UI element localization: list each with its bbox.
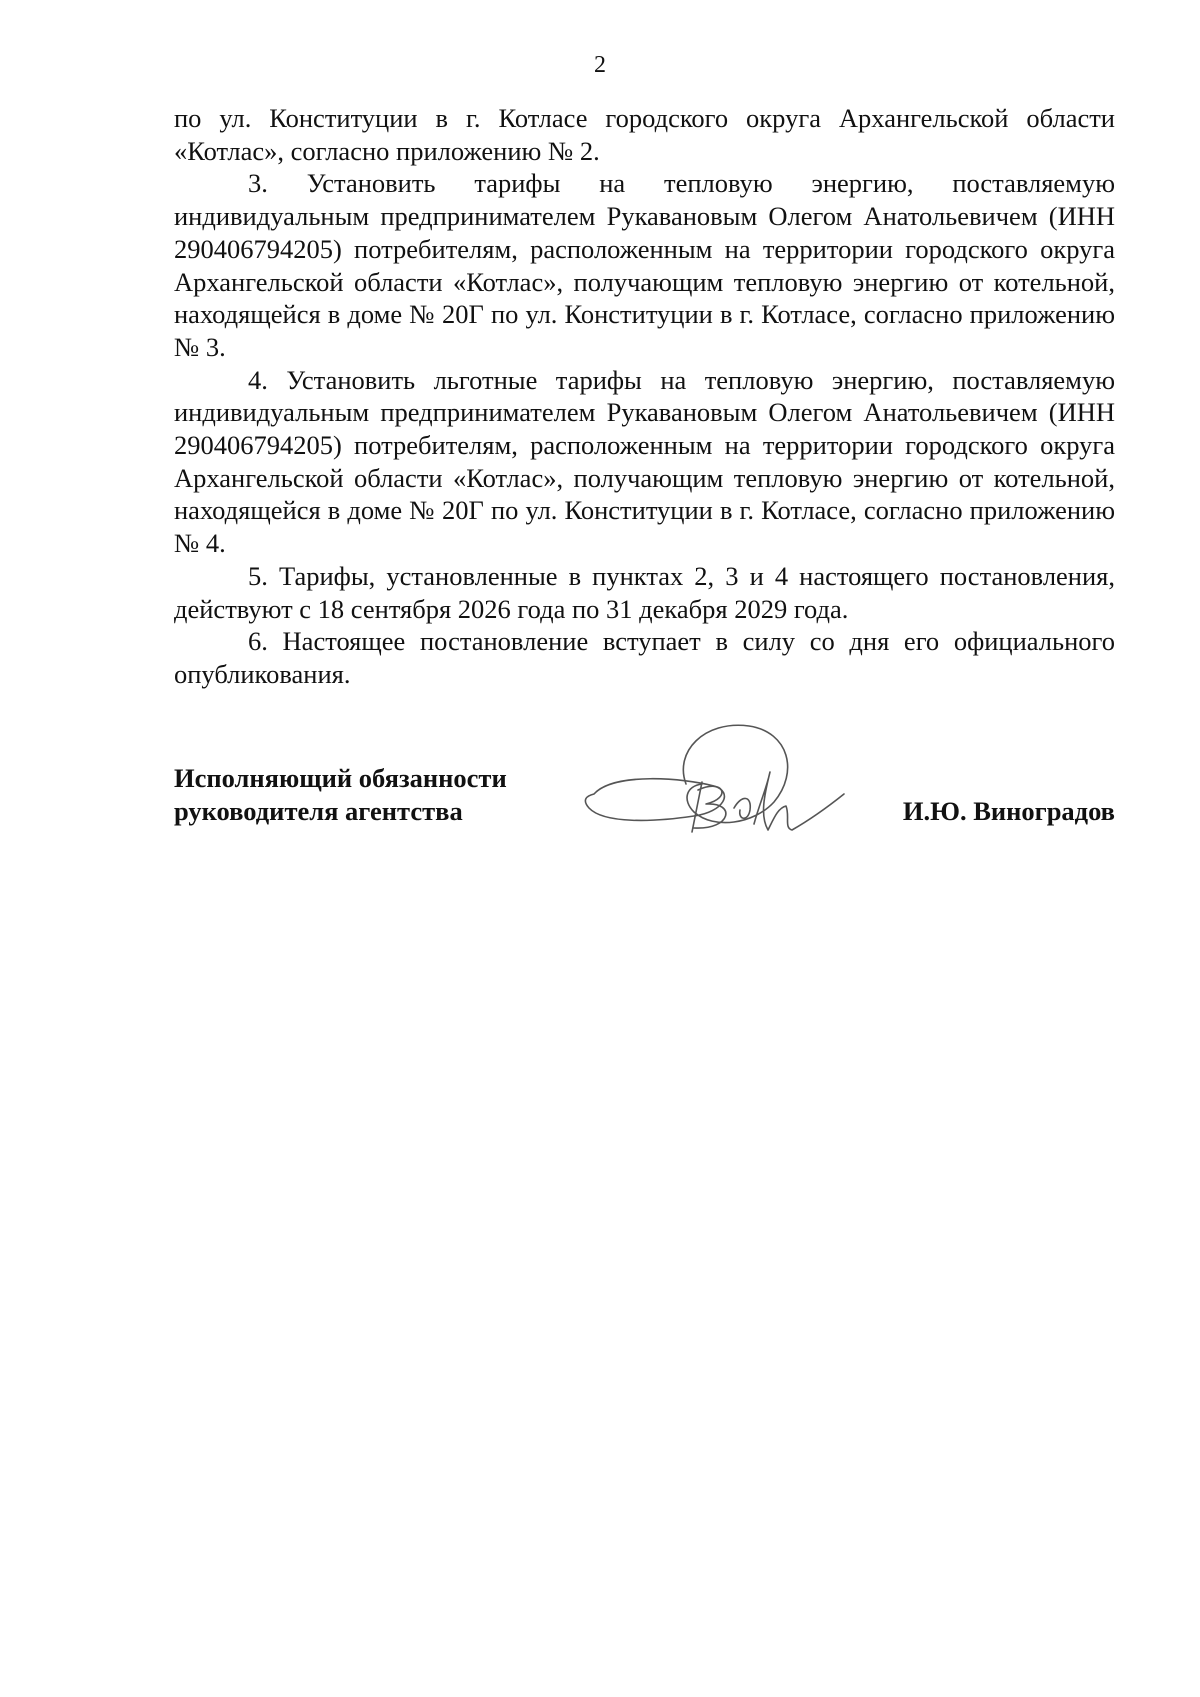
paragraph-item-4: 4. Установить льготные тарифы на тепловую энергию, поставляемую индивидуальным предпринимателем Рукавановым Олегом Анатольевичем (ИНН 290406794205) потребителям, расположенным на территории городского округа Архангельской области «Котлас», получающим тепловую энергию от котельной, находящейся в доме № 20Г по ул. Конституции в г. Котласе, согласно приложению № 4. <box>174 364 1115 559</box>
paragraph-item-6: 6. Настоящее постановление вступает в силу со дня его официального опубликования. <box>174 626 1115 689</box>
signatory-title-line-2: руководителя агентства <box>174 796 463 826</box>
signatory-title <box>174 762 507 828</box>
paragraph-item-5: 5. Тарифы, установленные в пунктах 2, 3 и 4 настоящего постановления, действуют с 18 сентября 2026 года по 31 декабря 2029 года. <box>174 560 1115 624</box>
signatory-name: И.Ю. Виноградов <box>902 796 1115 826</box>
page-number: 2 <box>594 52 606 78</box>
paragraph-continuation: по ул. Конституции в г. Котласе городского округа Архангельской области «Котлас», согласно приложению № 2. <box>174 103 1115 166</box>
signature-block <box>174 752 1115 872</box>
paragraph-item-3: 3. Установить тарифы на тепловую энергию, поставляемую индивидуальным предпринимателем Рукавановым Олегом Анатольевичем (ИНН 290406794205) потребителям, расположенным на территории городского округа Архангельской области «Котлас», получающим тепловую энергию от котельной, находящейся в доме № 20Г по ул. Конституции в г. Котласе, согласно приложению № 3. <box>174 168 1115 362</box>
signatory-title-line-1: Исполняющий обязанности <box>174 763 507 793</box>
document-body <box>174 102 1115 691</box>
handwritten-signature <box>574 712 874 862</box>
